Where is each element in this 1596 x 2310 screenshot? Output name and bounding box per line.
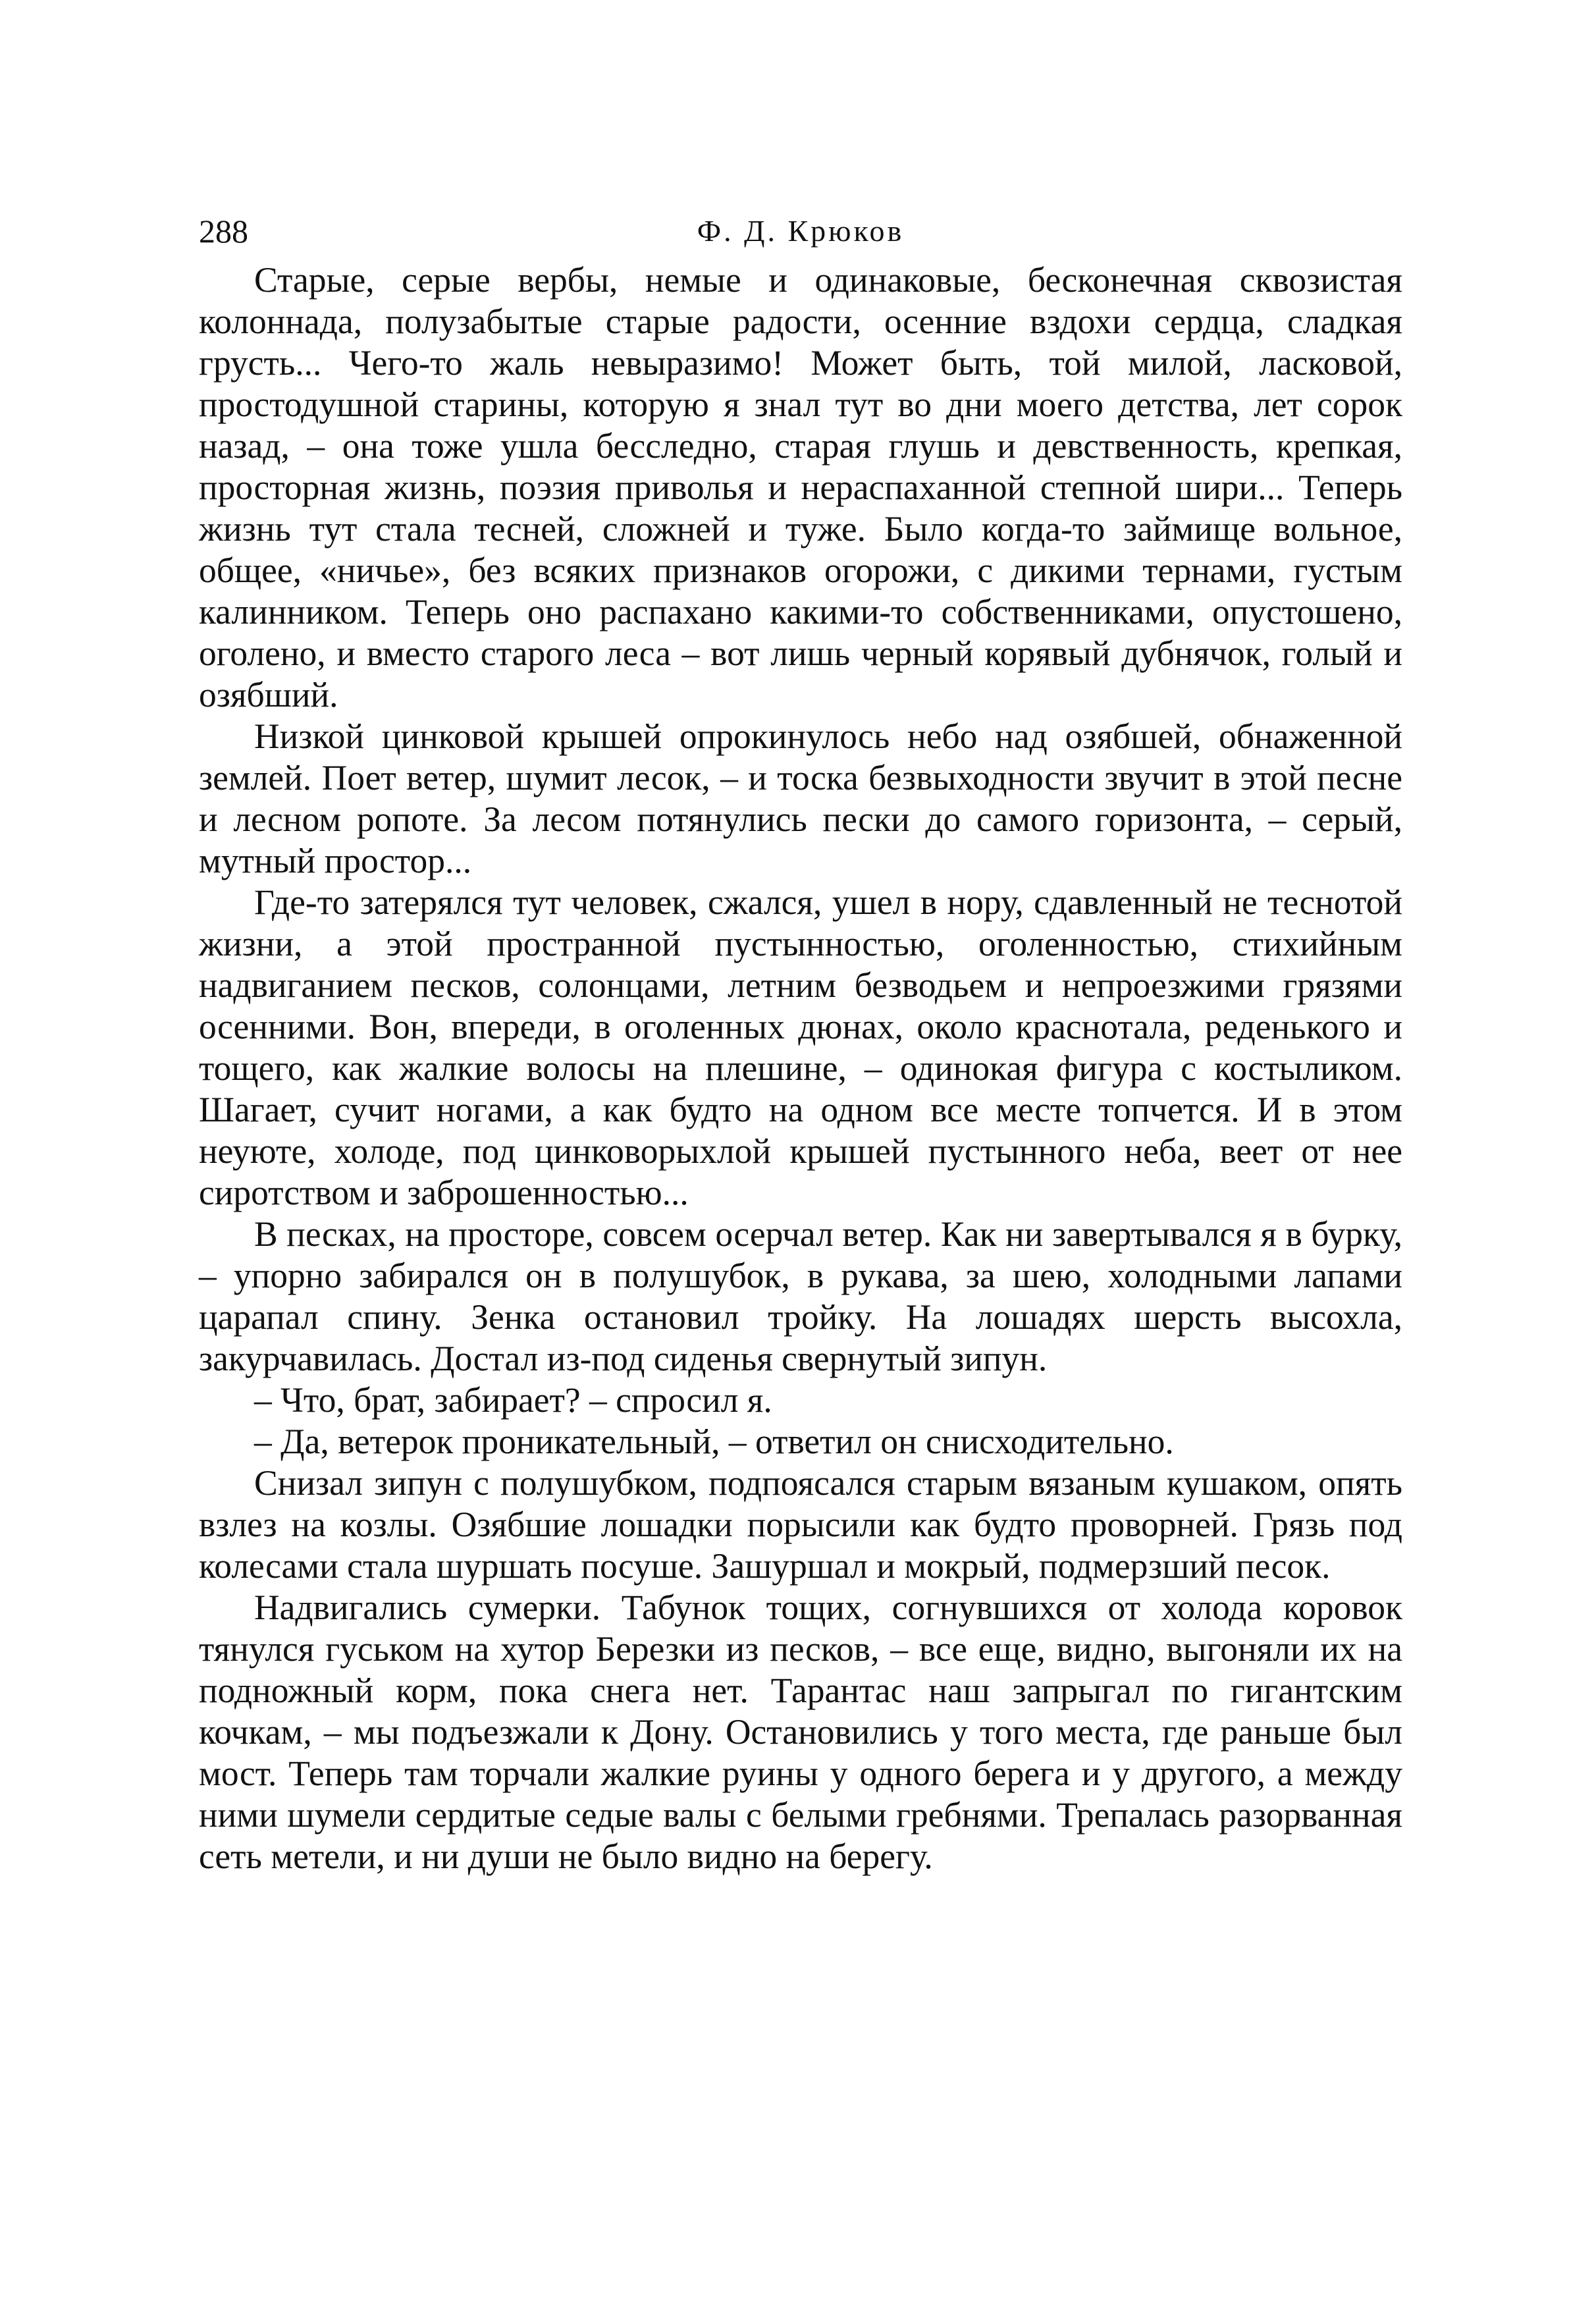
running-title: Ф. Д. Крюков — [697, 214, 905, 248]
paragraph: Старые, серые вербы, немые и одинаковые, бесконечная сквозистая колоннада, полузабытые старые радости, осенние вздохи сердца, сладкая грусть... Чего-то жаль невыразимо! Может быть, той милой, ласковой, простодушной старины, которую я знал тут во дни моего детства, лет сорок назад, – она тоже ушла бесследно, старая глушь и девственность, крепкая, просторная жизнь, поэзия приволья и нераспаханной степной шири... Теперь жизнь тут стала тесней, сложней и туже. Было когда-то займище вольное, общее, «ничье», без всяких признаков огорожи, с дикими тернами, густым калинником. Теперь оно распахано какими-то собственниками, опустошено, оголено, и вместо старого леса – вот лишь черный корявый дубнячок, голый и озябший. — [199, 260, 1402, 714]
paragraph: Снизал зипун с полушубком, подпоясался старым вязаным кушаком, опять взлез на козлы. Озябшие лошадки порысили как будто проворней. Грязь под колесами стала шуршать посуше. Зашуршал и мокрый, подмерзший песок. — [199, 1463, 1402, 1586]
dialogue-line: – Что, брат, забирает? – спросил я. — [254, 1380, 772, 1420]
paragraph: Где-то затерялся тут человек, сжался, ушел в нору, сдавленный не теснотой жизни, а этой пространной пустынностью, оголенностью, стихийным надвиганием песков, солонцами, летним безводьем и непроезжими грязями осенними. Вон, впереди, в оголенных дюнах, около краснотала, реденького и тощего, как жалкие волосы на плешине, – одинокая фигура с костыликом. Шагает, сучит ногами, а как будто на одном все месте топчется. И в этом неуюте, холоде, под цинковорыхлой крышей пустынного неба, веет от нее сиротством и заброшенностью... — [199, 882, 1402, 1212]
paragraph: Низкой цинковой крышей опрокинулось небо над озябшей, обнаженной землей. Поет ветер, шумит лесок, – и тоска безвыходности звучит в этой песне и лесном ропоте. За лесом потянулись пески до самого горизонта, – серый, мутный простор... — [199, 716, 1402, 880]
book-page — [199, 211, 1402, 1877]
dialogue-line: – Да, ветерок проникательный, – ответил он снисходительно. — [254, 1422, 1174, 1461]
body-text — [199, 259, 1402, 1877]
page-number: 288 — [199, 213, 248, 250]
paragraph: В песках, на просторе, совсем осерчал ветер. Как ни завертывался я в бурку, – упорно забирался он в полушубок, в рукава, за шею, холодными лапами царапал спину. Зенка остановил тройку. На лошадях шерсть высохла, закурчавилась. Достал из-под сиденья свернутый зипун. — [199, 1214, 1402, 1378]
page-header — [199, 211, 1402, 252]
paragraph: Надвигались сумерки. Табунок тощих, согнувшихся от холода коровок тянулся гуськом на хутор Березки из песков, – все еще, видно, выгоняли их на подножный корм, пока снега нет. Тарантас наш запрыгал по гигантским кочкам, – мы подъезжали к Дону. Остановились у того места, где раньше был мост. Теперь там торчали жалкие руины у одного берега и у другого, а между ними шумели сердитые седые валы с белыми гребнями. Трепалась разорванная сеть метели, и ни души не было видно на берегу. — [199, 1588, 1402, 1876]
